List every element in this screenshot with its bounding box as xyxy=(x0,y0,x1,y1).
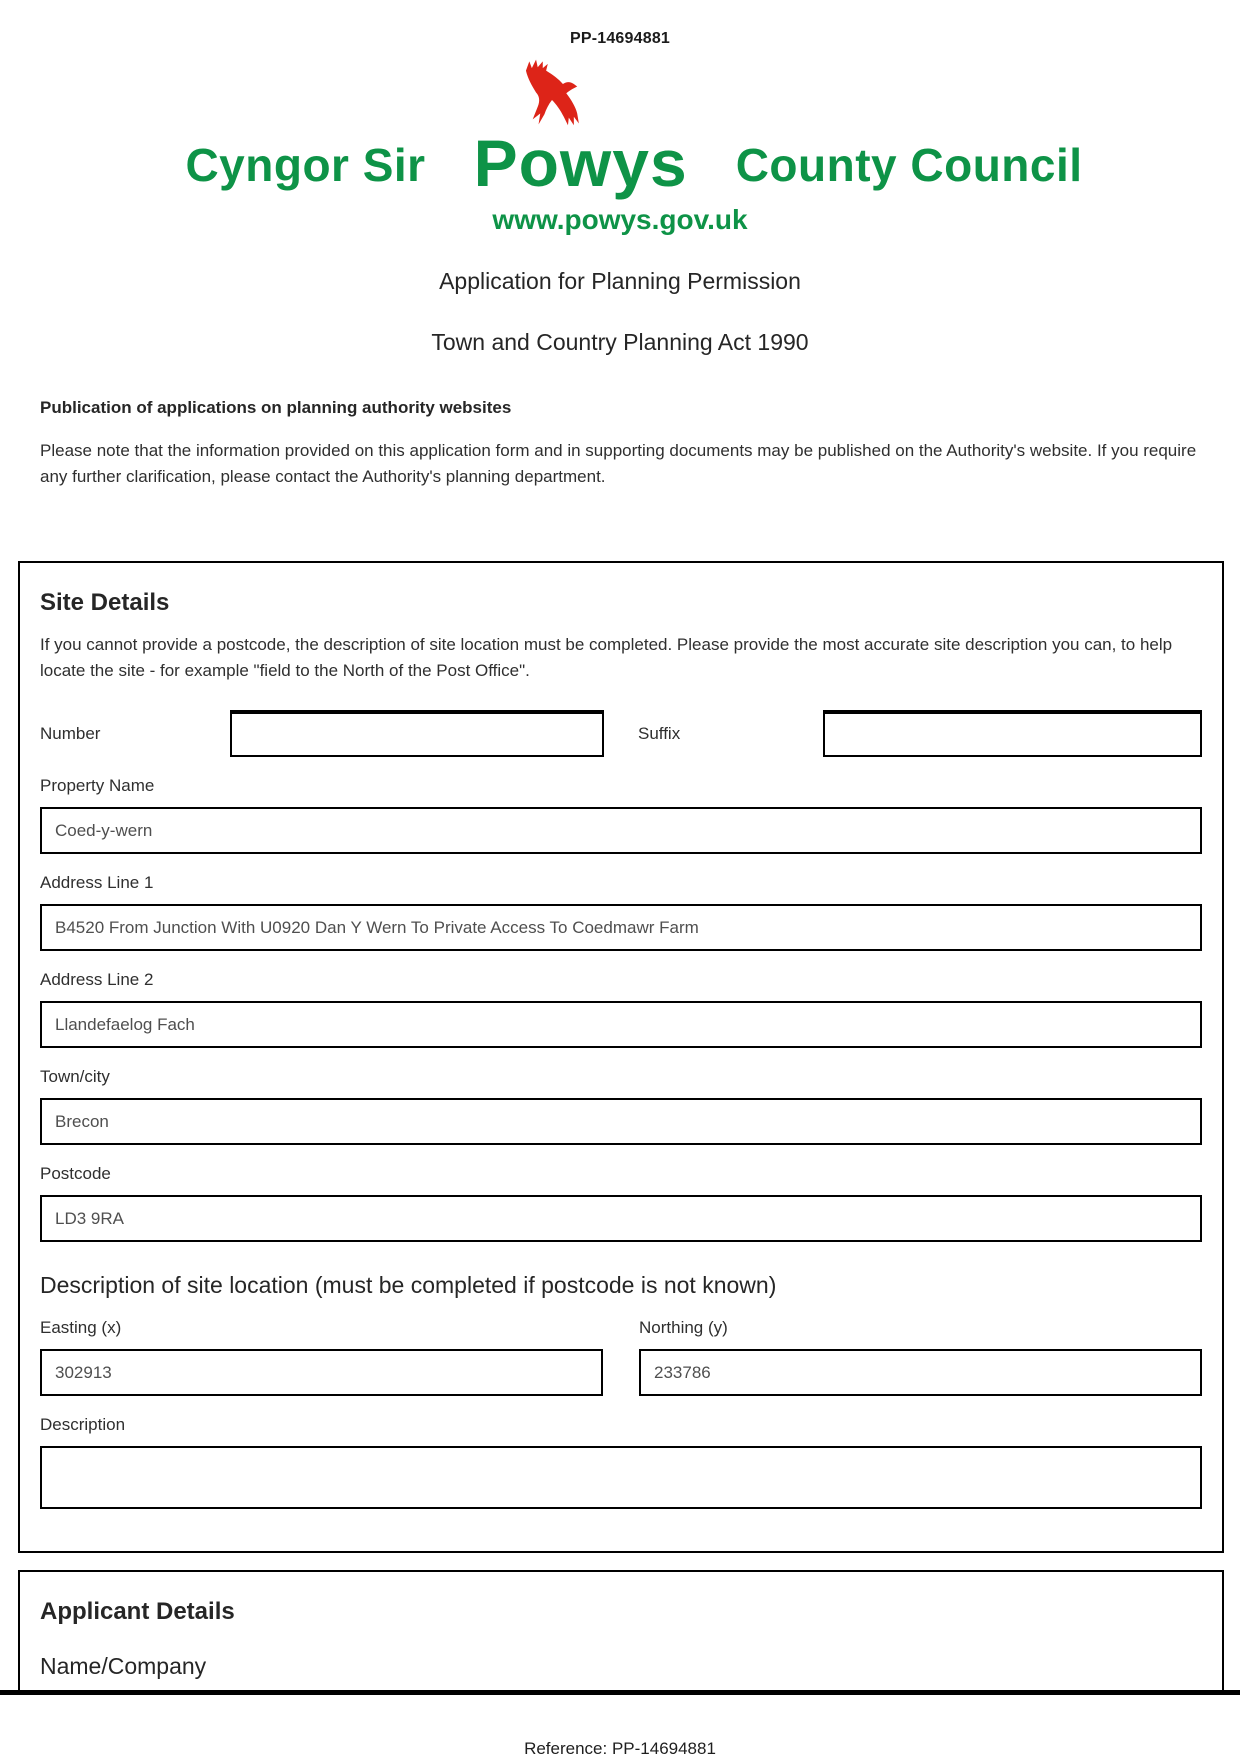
number-field[interactable] xyxy=(230,710,604,757)
postcode-label: Postcode xyxy=(40,1164,111,1184)
suffix-field[interactable] xyxy=(823,710,1202,757)
publication-notice-heading: Publication of applications on planning authority websites xyxy=(40,398,512,417)
town-city-field[interactable] xyxy=(40,1098,1202,1145)
property-name-group xyxy=(40,776,1202,854)
address-line-2-label: Address Line 2 xyxy=(40,970,154,990)
town-city-group xyxy=(40,1067,1202,1145)
number-label: Number xyxy=(40,723,101,743)
description-group xyxy=(40,1415,1202,1509)
northing-field[interactable] xyxy=(639,1349,1202,1396)
address-line-1-group xyxy=(40,873,1202,951)
address-line-1-label: Address Line 1 xyxy=(40,873,154,893)
applicant-details-section xyxy=(18,1570,1224,1690)
town-city-label: Town/city xyxy=(40,1067,110,1087)
powys-logo-block xyxy=(473,58,688,200)
address-line-1-field[interactable] xyxy=(40,904,1202,951)
postcode-field[interactable] xyxy=(40,1195,1202,1242)
council-website-url: www.powys.gov.uk xyxy=(492,204,748,235)
property-name-field[interactable] xyxy=(40,807,1202,854)
footer-reference: Reference: PP-14694881 xyxy=(524,1739,716,1754)
top-reference: PP-14694881 xyxy=(569,30,671,47)
northing-group xyxy=(639,1318,1202,1396)
description-label: Description xyxy=(40,1415,126,1435)
easting-northing-row xyxy=(40,1299,1202,1396)
property-name-label: Property Name xyxy=(40,776,155,796)
description-field[interactable] xyxy=(40,1446,1202,1509)
site-details-section xyxy=(18,561,1224,1554)
name-company-subheading: Name/Company xyxy=(40,1653,207,1680)
document-title: Application for Planning Permission xyxy=(439,268,801,294)
page-break-divider xyxy=(0,1690,1240,1695)
site-details-intro: If you cannot provide a postcode, the description of site location must be completed. Please provide the most accurate site description you can, to help locate the site - for example "field to the North of the Post Office". xyxy=(40,634,1173,681)
easting-label: Easting (x) xyxy=(40,1318,122,1338)
number-suffix-row xyxy=(40,710,1202,757)
council-logo xyxy=(0,58,1240,200)
document-subtitle: Town and Country Planning Act 1990 xyxy=(431,329,809,355)
suffix-label: Suffix xyxy=(638,723,681,743)
logo-welsh-name: Cyngor Sir xyxy=(185,139,426,191)
easting-field[interactable] xyxy=(40,1349,603,1396)
address-line-2-group xyxy=(40,970,1202,1048)
applicant-details-heading: Applicant Details xyxy=(40,1598,235,1626)
publication-notice-body: Please note that the information provided on this application form and in supporting documents may be published on the Authority's website. If you require any further clarification, please contact the Authority's planning department. xyxy=(40,441,1197,487)
northing-label: Northing (y) xyxy=(639,1318,728,1338)
site-details-heading: Site Details xyxy=(40,588,170,616)
site-location-heading: Description of site location (must be completed if postcode is not known) xyxy=(40,1272,777,1299)
logo-english-name: County Council xyxy=(735,139,1083,191)
logo-powys-wordmark: Powys xyxy=(473,126,688,200)
postcode-group xyxy=(40,1164,1202,1242)
address-line-2-field[interactable] xyxy=(40,1001,1202,1048)
easting-group xyxy=(40,1318,603,1396)
